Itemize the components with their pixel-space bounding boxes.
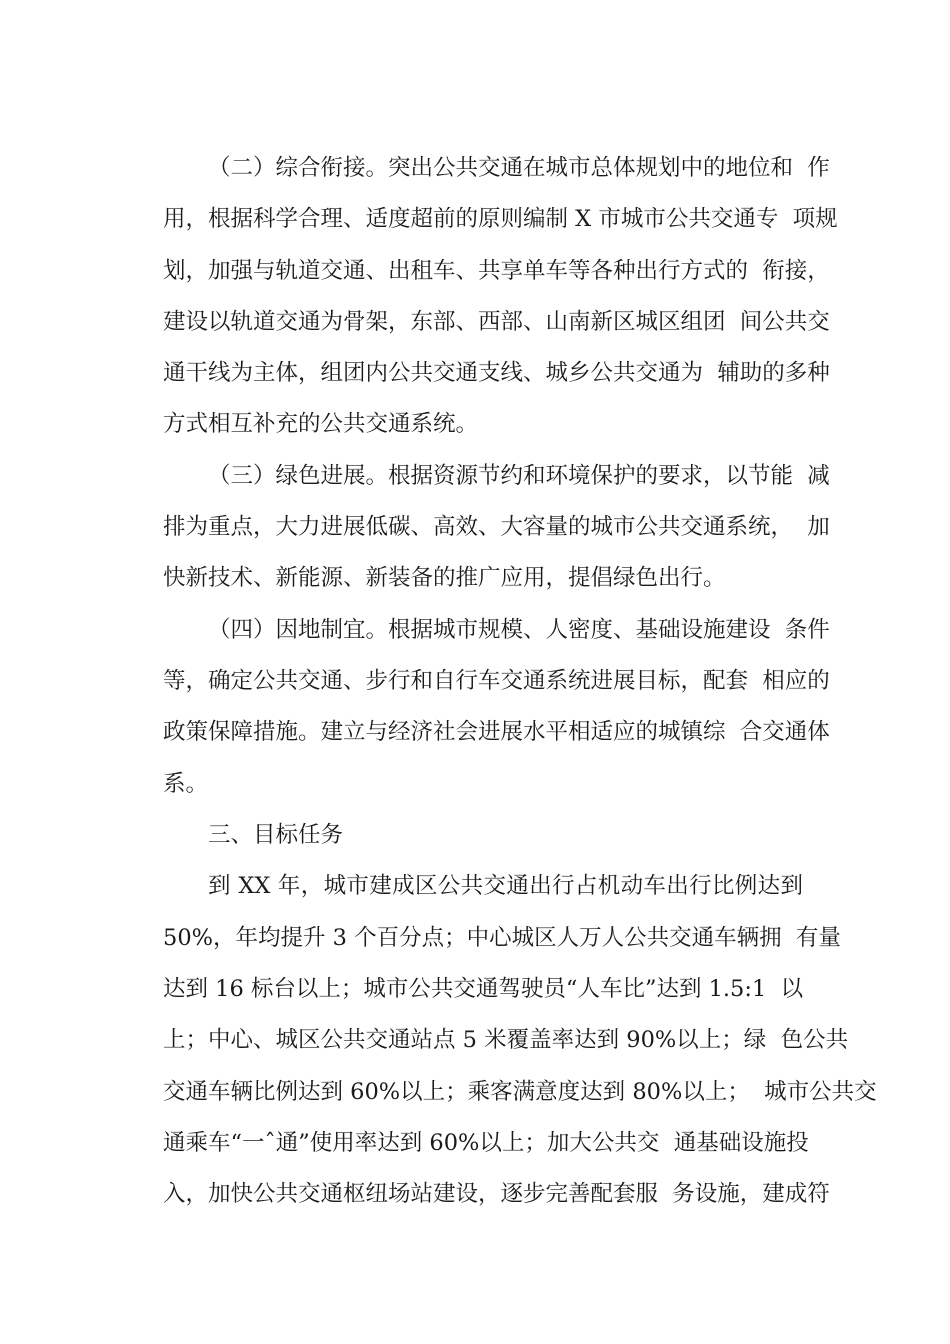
paragraph-line: 用，根据科学合理、适度超前的原则编制 X 市城市公共交通专 项规 bbox=[163, 206, 838, 232]
paragraph-line: 政策保障措施。建立与经济社会进展水平相适应的城镇综 合交通体 bbox=[163, 719, 830, 745]
paragraph-line: 排为重点，大力进展低碳、高效、大容量的城市公共交通系统， 加 bbox=[163, 514, 830, 540]
paragraph-line: 划，加强与轨道交通、出租车、共享单车等各种出行方式的 衔接， bbox=[163, 258, 830, 284]
paragraph-line: 50%，年均提升 3 个百分点；中心城区人万人公共交通车辆拥 有量 bbox=[163, 925, 841, 951]
paragraph-line: 上；中心、城区公共交通站点 5 米覆盖率达到 90%以上；绿 色公共 bbox=[163, 1027, 849, 1053]
paragraph-line: 建设以轨道交通为骨架，东部、西部、山南新区城区组团 间公共交 bbox=[163, 309, 830, 335]
paragraph-line: 达到 16 标台以上；城市公共交通驾驶员“人车比”达到 1.5:1 以 bbox=[163, 976, 804, 1002]
paragraph-line: （二）综合衔接。突出公共交通在城市总体规划中的地位和 作 bbox=[208, 155, 830, 181]
section-heading: 三、目标任务 bbox=[208, 822, 344, 848]
paragraph-line: 通干线为主体，组团内公共交通支线、城乡公共交通为 辅助的多种 bbox=[163, 360, 830, 386]
paragraph-line: 通乘车“一ˆ通”使用率达到 60%以上；加大公共交 通基础设施投 bbox=[163, 1130, 809, 1156]
paragraph-line: 系。 bbox=[163, 771, 209, 797]
paragraph-line: 等，确定公共交通、步行和自行车交通系统进展目标，配套 相应的 bbox=[163, 668, 830, 694]
paragraph-line: 快新技术、新能源、新装备的推广应用，提倡绿色出行。 bbox=[163, 565, 726, 591]
paragraph-line: 入，加快公共交通枢纽场站建设，逐步完善配套服 务设施，建成符 bbox=[163, 1181, 830, 1207]
paragraph-line: 方式相互补充的公共交通系统。 bbox=[163, 411, 479, 437]
paragraph-line: 交通车辆比例达到 60%以上；乘客满意度达到 80%以上； 城市公共交 bbox=[163, 1079, 877, 1105]
paragraph-line: 到 XX 年，城市建成区公共交通出行占机动车出行比例达到 bbox=[208, 873, 803, 899]
paragraph-line: （四）因地制宜。根据城市规模、人密度、基础设施建设 条件 bbox=[208, 617, 830, 643]
paragraph-line: （三）绿色进展。根据资源节约和环境保护的要求，以节能 减 bbox=[208, 463, 830, 489]
